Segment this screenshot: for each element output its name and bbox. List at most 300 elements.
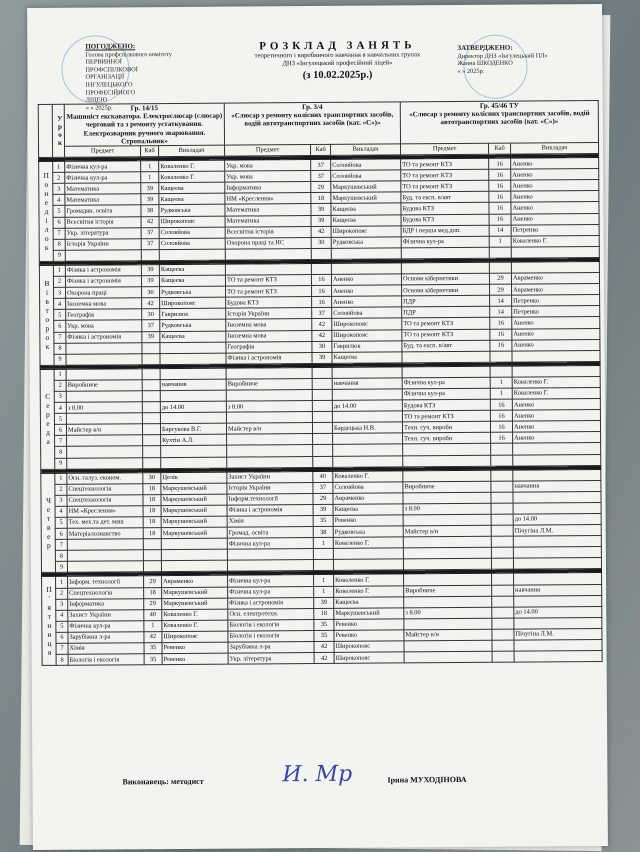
table-cell xyxy=(65,250,141,262)
table-cell: 39 xyxy=(142,331,160,342)
table-cell: 8 xyxy=(54,343,66,354)
table-cell xyxy=(227,456,313,468)
table-cell xyxy=(312,389,332,400)
table-cell: навчання xyxy=(160,379,226,391)
table-cell: Зарубіжна л-ра xyxy=(228,642,314,654)
table-cell: ТО та ремонт КТЗ xyxy=(402,329,490,341)
table-cell: 3 xyxy=(54,287,66,298)
table-cell: Кухтін А.Л. xyxy=(161,434,227,446)
table-cell: 16 xyxy=(490,399,512,410)
table-cell xyxy=(514,617,602,629)
table-cell: 18 xyxy=(311,193,331,204)
table-cell: Виробниче xyxy=(66,380,142,392)
table-cell: Ревенко xyxy=(162,642,228,654)
table-cell: Фізична кул-ра xyxy=(65,172,141,184)
table-cell xyxy=(403,559,491,571)
column-header: Предмет xyxy=(225,145,311,157)
table-cell: 16 xyxy=(490,329,512,340)
subtitle-1: теоретичного і виробничого навчання в навчальних групах xyxy=(254,51,421,60)
table-cell xyxy=(311,248,331,259)
table-cell xyxy=(403,444,491,456)
table-cell: Математика xyxy=(65,183,141,195)
table-cell: Математика xyxy=(225,215,311,227)
table-cell: ПДР xyxy=(402,296,490,308)
table-cell: 42 xyxy=(141,216,159,227)
table-cell: 16 xyxy=(490,410,512,421)
table-cell: 42 xyxy=(142,298,160,309)
table-cell xyxy=(492,574,514,585)
table-cell xyxy=(160,342,226,354)
table-cell xyxy=(226,367,312,379)
table-cell: 2 xyxy=(55,484,67,495)
table-cell: Осн. електротехн. xyxy=(228,608,314,620)
table-cell: Коваленко Г. xyxy=(159,171,225,183)
table-cell: Коваленко Г. xyxy=(334,585,404,597)
table-cell: 37 xyxy=(312,308,332,319)
table-cell: 16 xyxy=(489,214,511,225)
table-cell: з 8.00 xyxy=(66,402,142,414)
table-cell xyxy=(67,435,143,447)
table-cell: Коваленко Г. xyxy=(162,620,228,632)
table-cell: 1 xyxy=(55,473,67,484)
table-cell: 1 xyxy=(56,577,68,588)
table-cell: 5 xyxy=(55,517,67,528)
table-cell: Фізична кул-ра xyxy=(68,621,144,633)
table-cell: Аненко xyxy=(512,339,600,351)
table-cell: з 8.00 xyxy=(403,503,491,515)
table-cell: Майстер в/н xyxy=(404,629,492,641)
table-cell xyxy=(159,249,225,261)
table-cell: 18 xyxy=(143,494,161,505)
table-cell: Маркушевський xyxy=(161,483,227,495)
table-cell: 4 xyxy=(56,610,68,621)
table-cell: Кащеєва xyxy=(333,504,403,516)
table-cell: 18 xyxy=(314,608,334,619)
table-cell xyxy=(491,559,513,570)
table-cell: 9 xyxy=(53,250,65,261)
table-cell xyxy=(67,457,143,469)
table-cell: Рудковська xyxy=(333,526,403,538)
table-cell: 1 xyxy=(313,538,333,549)
table-cell xyxy=(492,596,514,607)
table-cell: Маркушевський xyxy=(161,527,227,539)
table-cell: 35 xyxy=(314,630,334,641)
table-cell: Маркушевський xyxy=(334,608,404,620)
approved-title: ЗАТВЕРДЖЕНО: xyxy=(457,43,513,53)
table-cell xyxy=(490,366,512,377)
table-cell: Маркушевський xyxy=(331,181,401,193)
agreed-line: ПРОФСПІЛКОВОЇ xyxy=(85,66,138,74)
table-cell: 37 xyxy=(141,227,159,238)
table-cell: Рудковська xyxy=(160,286,226,298)
table-cell xyxy=(142,353,160,364)
table-cell: 29 xyxy=(490,284,512,295)
table-cell: 3 xyxy=(54,391,66,402)
table-cell xyxy=(490,351,512,362)
table-cell xyxy=(402,366,490,378)
table-cell: 1 xyxy=(490,377,512,388)
table-cell: 37 xyxy=(141,238,159,249)
table-cell xyxy=(66,413,142,425)
table-cell xyxy=(491,492,513,503)
table-cell: Географія xyxy=(226,341,312,353)
table-cell: Майстер в/н xyxy=(66,424,142,436)
table-cell: 30 xyxy=(143,472,161,483)
table-cell: Петренко xyxy=(512,306,600,318)
table-cell xyxy=(313,434,333,445)
table-cell: Широкопояс xyxy=(331,226,401,238)
table-cell: до 14.00 xyxy=(160,401,226,413)
table-cell xyxy=(492,607,514,618)
table-cell: 1 xyxy=(141,172,159,183)
table-cell: Коваленко Г. xyxy=(512,376,600,388)
table-cell: 18 xyxy=(143,528,161,539)
table-cell: 1 xyxy=(314,586,334,597)
table-cell: ТО та ремонт КТЗ xyxy=(226,286,312,298)
table-cell xyxy=(332,367,402,379)
agreed-line: ОРГАНІЗАЦІЇ xyxy=(85,73,125,81)
table-cell: 16 xyxy=(489,169,511,180)
table-cell: Укр. література xyxy=(65,227,141,239)
table-cell xyxy=(404,574,492,586)
table-cell xyxy=(66,391,142,403)
table-cell: 40 xyxy=(144,609,162,620)
table-cell: Кащеєва xyxy=(160,331,226,343)
table-cell: ТО та ремонт КТЗ xyxy=(401,158,489,170)
table-cell xyxy=(161,538,227,550)
table-cell: Інформ.технології xyxy=(227,493,313,505)
group-desc: Машиніст екскаватора. Електрослюсар (слюсар) черговий та з ремонту устаткування. Електрозварник ручного зварювання. Стропальник» xyxy=(66,111,223,146)
table-cell xyxy=(492,651,514,662)
table-cell xyxy=(143,435,161,446)
agreed-title: ПОГОДЖЕНО: xyxy=(85,42,136,51)
table-cell xyxy=(67,550,143,562)
table-cell: Виробниче xyxy=(404,585,492,597)
table-cell: Кащеєва xyxy=(331,203,401,215)
table-cell: 30 xyxy=(311,237,331,248)
table-cell: 7 xyxy=(55,539,67,550)
table-cell: Соловйова xyxy=(331,170,401,182)
table-cell xyxy=(161,561,227,573)
table-cell: 16 xyxy=(490,421,512,432)
table-cell: Соловйова xyxy=(159,238,225,250)
table-cell: Математика xyxy=(225,204,311,216)
table-cell: Широкопояс xyxy=(334,641,404,653)
column-header: Викладач xyxy=(159,145,225,157)
table-cell: Пічугіна Л.М. xyxy=(514,628,602,640)
table-cell: Будова КТЗ xyxy=(402,399,490,411)
table-cell xyxy=(142,379,160,390)
table-cell xyxy=(512,365,600,377)
table-cell: Широкопояс xyxy=(332,329,402,341)
table-cell xyxy=(511,246,599,258)
table-cell: Аненко xyxy=(511,191,599,203)
table-cell: Зарубіжна л-ра xyxy=(68,632,144,644)
table-cell: навчання xyxy=(513,480,601,492)
table-cell: 5 xyxy=(54,413,66,424)
table-cell: 42 xyxy=(314,641,334,652)
table-cell: Громадян. освіта xyxy=(65,205,141,217)
table-cell: 42 xyxy=(312,319,332,330)
table-cell xyxy=(66,369,142,381)
table-cell: 16 xyxy=(312,286,332,297)
table-cell xyxy=(225,263,311,275)
table-cell: 18 xyxy=(143,483,161,494)
table-cell: 4 xyxy=(53,195,65,206)
table-cell xyxy=(332,389,402,401)
table-cell: Фізична кул-ра xyxy=(227,538,313,550)
table-cell: Целік xyxy=(161,472,227,484)
table-cell xyxy=(401,247,489,259)
table-cell: 37 xyxy=(311,171,331,182)
table-cell xyxy=(312,378,332,389)
table-cell: Історія України xyxy=(226,308,312,320)
group-header xyxy=(224,102,400,145)
table-cell xyxy=(513,547,601,559)
table-cell: Осн. галуз. економ. xyxy=(67,472,143,484)
column-header: Предмет xyxy=(401,143,489,155)
table-cell: Фізика і астрономія xyxy=(226,352,312,364)
table-cell: ТО та ремонт КТЗ xyxy=(402,318,490,330)
table-cell xyxy=(331,248,401,260)
agreed-line: Голова профспілкового комітету xyxy=(85,50,172,59)
table-cell: 4 xyxy=(54,298,66,309)
table-cell xyxy=(404,640,492,652)
table-cell: 38 xyxy=(141,205,159,216)
approved-line: Директор ДНЗ «Інгулецький ПЛ» xyxy=(457,51,548,60)
table-cell: 5 xyxy=(54,310,66,321)
group-name: Гр. 45/46 ТУ xyxy=(479,101,519,110)
table-cell: Ревенко xyxy=(162,653,228,665)
table-cell: 4 xyxy=(54,402,66,413)
table-cell: Аненко xyxy=(511,158,599,170)
table-cell xyxy=(514,573,602,585)
table-cell: Аненко xyxy=(332,296,402,308)
corner-cell xyxy=(38,104,52,157)
table-cell: Маркушевський xyxy=(161,494,227,506)
table-cell: Фізична кул-ра xyxy=(228,575,314,587)
table-cell: Укр. мова xyxy=(66,320,142,332)
table-cell: 39 xyxy=(141,194,159,205)
table-cell: 1 xyxy=(54,369,66,380)
approved-line: Жанна ШКОДЕНКО xyxy=(457,59,513,68)
table-cell xyxy=(333,433,403,445)
table-cell: Коваленко Г. xyxy=(512,388,600,400)
table-cell xyxy=(489,262,511,273)
table-cell: Громад. освіта xyxy=(227,527,313,539)
table-cell: Будова КТЗ xyxy=(226,297,312,309)
table-cell: 39 xyxy=(311,204,331,215)
table-cell: НМ «Креслення» xyxy=(67,506,143,518)
table-cell: Біологія і екологія xyxy=(68,654,144,666)
table-cell: Основи кібернетики xyxy=(401,273,489,285)
table-cell: 39 xyxy=(314,597,334,608)
table-cell: 29 xyxy=(144,576,162,587)
table-cell: Кащеєва xyxy=(331,214,401,226)
table-cell: 14 xyxy=(490,306,512,317)
table-cell: Виробниче xyxy=(403,481,491,493)
table-cell: 6 xyxy=(55,528,67,539)
column-header: Викладач xyxy=(511,143,599,155)
table-cell: Соловйова xyxy=(331,159,401,171)
group-header xyxy=(400,101,598,144)
table-cell: Соловйова xyxy=(159,227,225,239)
table-cell: 35 xyxy=(144,654,162,665)
table-cell: Кащеєва xyxy=(332,352,402,364)
table-cell: Маркушевський xyxy=(161,505,227,517)
table-cell: Фізика і астрономія xyxy=(65,276,141,288)
table-cell: до 14.00 xyxy=(513,514,601,526)
table-cell xyxy=(514,640,602,652)
table-cell: 35 xyxy=(144,643,162,654)
table-cell: Аненко xyxy=(511,213,599,225)
table-cell xyxy=(513,491,601,503)
table-cell: Бардецька Н.В. xyxy=(333,422,403,434)
table-cell: Спецтехнологія xyxy=(68,587,144,599)
table-cell xyxy=(402,351,490,363)
table-cell: 6 xyxy=(53,217,65,228)
table-cell: Спецтехнологія xyxy=(67,495,143,507)
table-cell xyxy=(142,413,160,424)
table-cell xyxy=(403,455,491,467)
table-cell xyxy=(404,618,492,630)
table-cell: Коваленко Г. xyxy=(333,471,403,483)
table-cell: Маркушевський xyxy=(162,598,228,610)
table-cell xyxy=(491,547,513,558)
table-cell xyxy=(313,456,333,467)
table-cell: 16 xyxy=(489,158,511,169)
table-cell: Фізика і астрономія xyxy=(228,597,314,609)
table-cell: Охорона праці xyxy=(66,287,142,299)
table-cell: Буд. та експ. в/авт xyxy=(402,340,490,352)
table-cell xyxy=(491,444,513,455)
table-cell xyxy=(161,446,227,458)
table-cell: 30 xyxy=(312,341,332,352)
table-cell: Петренко xyxy=(511,224,599,236)
table-cell xyxy=(142,342,160,353)
table-cell: 29 xyxy=(313,493,333,504)
table-cell: 14 xyxy=(490,295,512,306)
table-cell: 42 xyxy=(311,226,331,237)
table-cell: НМ «Креслення» xyxy=(225,193,311,205)
table-cell: 2 xyxy=(56,588,68,599)
table-cell xyxy=(511,261,599,273)
table-cell: 1 xyxy=(141,161,159,172)
table-cell xyxy=(227,445,313,457)
table-cell: Коваленко Г. xyxy=(333,537,403,549)
table-cell: Авраменко xyxy=(333,493,403,505)
table-cell: Техн. суч. виробн xyxy=(402,422,490,434)
table-cell xyxy=(492,585,514,596)
table-cell: 29 xyxy=(489,273,511,284)
table-cell: Хімія xyxy=(227,516,313,528)
table-cell xyxy=(489,247,511,258)
table-cell: Всесвітня історія xyxy=(65,216,141,228)
column-header: Каб xyxy=(141,146,159,157)
table-cell: 7 xyxy=(56,643,68,654)
table-cell: Будова КТЗ xyxy=(401,203,489,215)
table-cell xyxy=(403,492,491,504)
table-cell: ТО та ремонт КТЗ xyxy=(402,410,490,422)
table-cell: Широкопояс xyxy=(160,297,226,309)
table-cell: Фізична кул-ра xyxy=(402,377,490,389)
column-header: Каб xyxy=(311,144,331,155)
agreed-line: « » 2025р. xyxy=(85,104,113,112)
table-cell: 39 xyxy=(312,352,332,363)
table-cell: Техн. суч. виробн xyxy=(403,433,491,445)
table-cell: 38 xyxy=(313,527,333,538)
table-cell: 3 xyxy=(53,184,65,195)
table-cell xyxy=(331,263,401,275)
table-cell: Рудковська xyxy=(160,320,226,332)
table-cell: 35 xyxy=(314,619,334,630)
day-name: Середа xyxy=(40,369,55,469)
day-name: Понеділок xyxy=(39,161,54,261)
table-cell: Соловйова xyxy=(333,482,403,494)
agreed-line: ПЕРВИННОЇ xyxy=(85,58,122,66)
table-cell: Маркушевський xyxy=(331,192,401,204)
table-cell: 7 xyxy=(55,436,67,447)
table-cell: 1 xyxy=(490,388,512,399)
agreed-block xyxy=(85,43,205,112)
agreed-line: ПРОФЕСІЙНОГО xyxy=(85,88,136,97)
agreed-line: ІНГУЛЕЦЬКОГО xyxy=(85,81,133,89)
table-cell xyxy=(491,503,513,514)
table-cell: 2 xyxy=(53,276,65,287)
table-cell: з 8.00 xyxy=(404,607,492,619)
table-cell: Фізична кул-ра xyxy=(65,161,141,173)
day-name: П'ятниця xyxy=(42,577,57,666)
table-cell xyxy=(513,469,601,481)
table-cell xyxy=(513,536,601,548)
table-cell: 6 xyxy=(54,425,66,436)
table-cell: Охорона праці та НС xyxy=(225,237,311,249)
table-cell xyxy=(313,560,333,571)
table-cell: Ревенко xyxy=(333,515,403,527)
table-cell: Соловйова xyxy=(332,307,402,319)
table-cell: Основи кібернетики xyxy=(402,284,490,296)
group-header-row xyxy=(38,101,598,147)
table-cell xyxy=(227,549,313,561)
table-cell xyxy=(141,249,159,260)
table-cell: Широкопояс xyxy=(332,318,402,330)
table-cell xyxy=(491,470,513,481)
table-cell: Аненко xyxy=(512,328,600,340)
group-desc: «Слюсар з ремонту колісних транспортних засобів, водій автотранспортних засобів (кат. «С»)» xyxy=(409,109,590,127)
table-cell: Тех. мех.та дет. маш xyxy=(67,517,143,529)
table-cell xyxy=(513,454,601,466)
table-cell: Аненко xyxy=(513,432,601,444)
paper-sheet xyxy=(27,4,608,850)
table-cell: Коваленко Г. xyxy=(159,160,225,172)
agreed-line: ЛІЦЕЮ xyxy=(85,96,107,104)
table-cell xyxy=(333,455,403,467)
table-cell xyxy=(313,423,333,434)
table-cell: Будова КТЗ xyxy=(401,214,489,226)
table-cell: Аненко xyxy=(512,410,600,422)
table-cell xyxy=(161,549,227,561)
table-cell xyxy=(403,536,491,548)
table-cell: 4 xyxy=(55,506,67,517)
table-cell: 8 xyxy=(55,447,67,458)
table-cell: Інформ. технології xyxy=(68,576,144,588)
table-cell xyxy=(513,443,601,455)
table-cell: 1 xyxy=(53,161,65,172)
table-cell: 42 xyxy=(312,330,332,341)
table-cell xyxy=(67,539,143,551)
table-cell: Кащеєва xyxy=(159,194,225,206)
table-cell xyxy=(492,629,514,640)
